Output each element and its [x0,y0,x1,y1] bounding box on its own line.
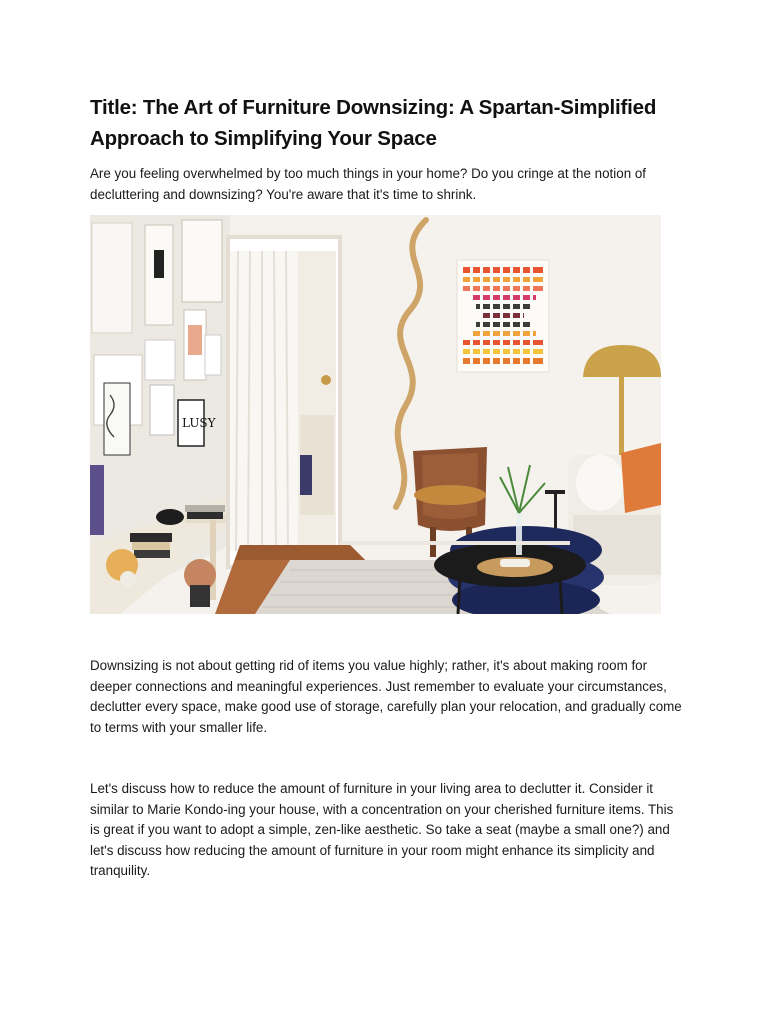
svg-text:LUSY: LUSY [182,416,216,430]
downsizing-paragraph: Downsizing is not about getting rid of items you value highly; rather, it's about making room for deeper connections and meaningful experiences. Just remember to evaluate your circumstances, declutter every space, make good use of storage, carefully plan your relocation, and gradually come to terms with your smaller life. [90,658,682,735]
document-title: Title: The Art of Furniture Downsizing: A Spartan-Simplified Approach to Simplifying Your Space [90,96,657,150]
intro-paragraph: Are you feeling overwhelmed by too much things in your home? Do you cringe at the notion of decluttering and downsizing? You're aware that it's time to shrink. [90,166,647,202]
living-room-photo [90,215,661,614]
furniture-paragraph: Let's discuss how to reduce the amount of furniture in your living area to declutter it. Consider it similar to Marie Kondo-ing your house, with a concentration on your cherished furniture items. This is great if you want to adopt a simple, zen-like aesthetic. So take a seat (maybe a small one?) and let's discuss how reducing the amount of furniture in your room might enhance its simplicity and tranquility. [90,781,674,879]
